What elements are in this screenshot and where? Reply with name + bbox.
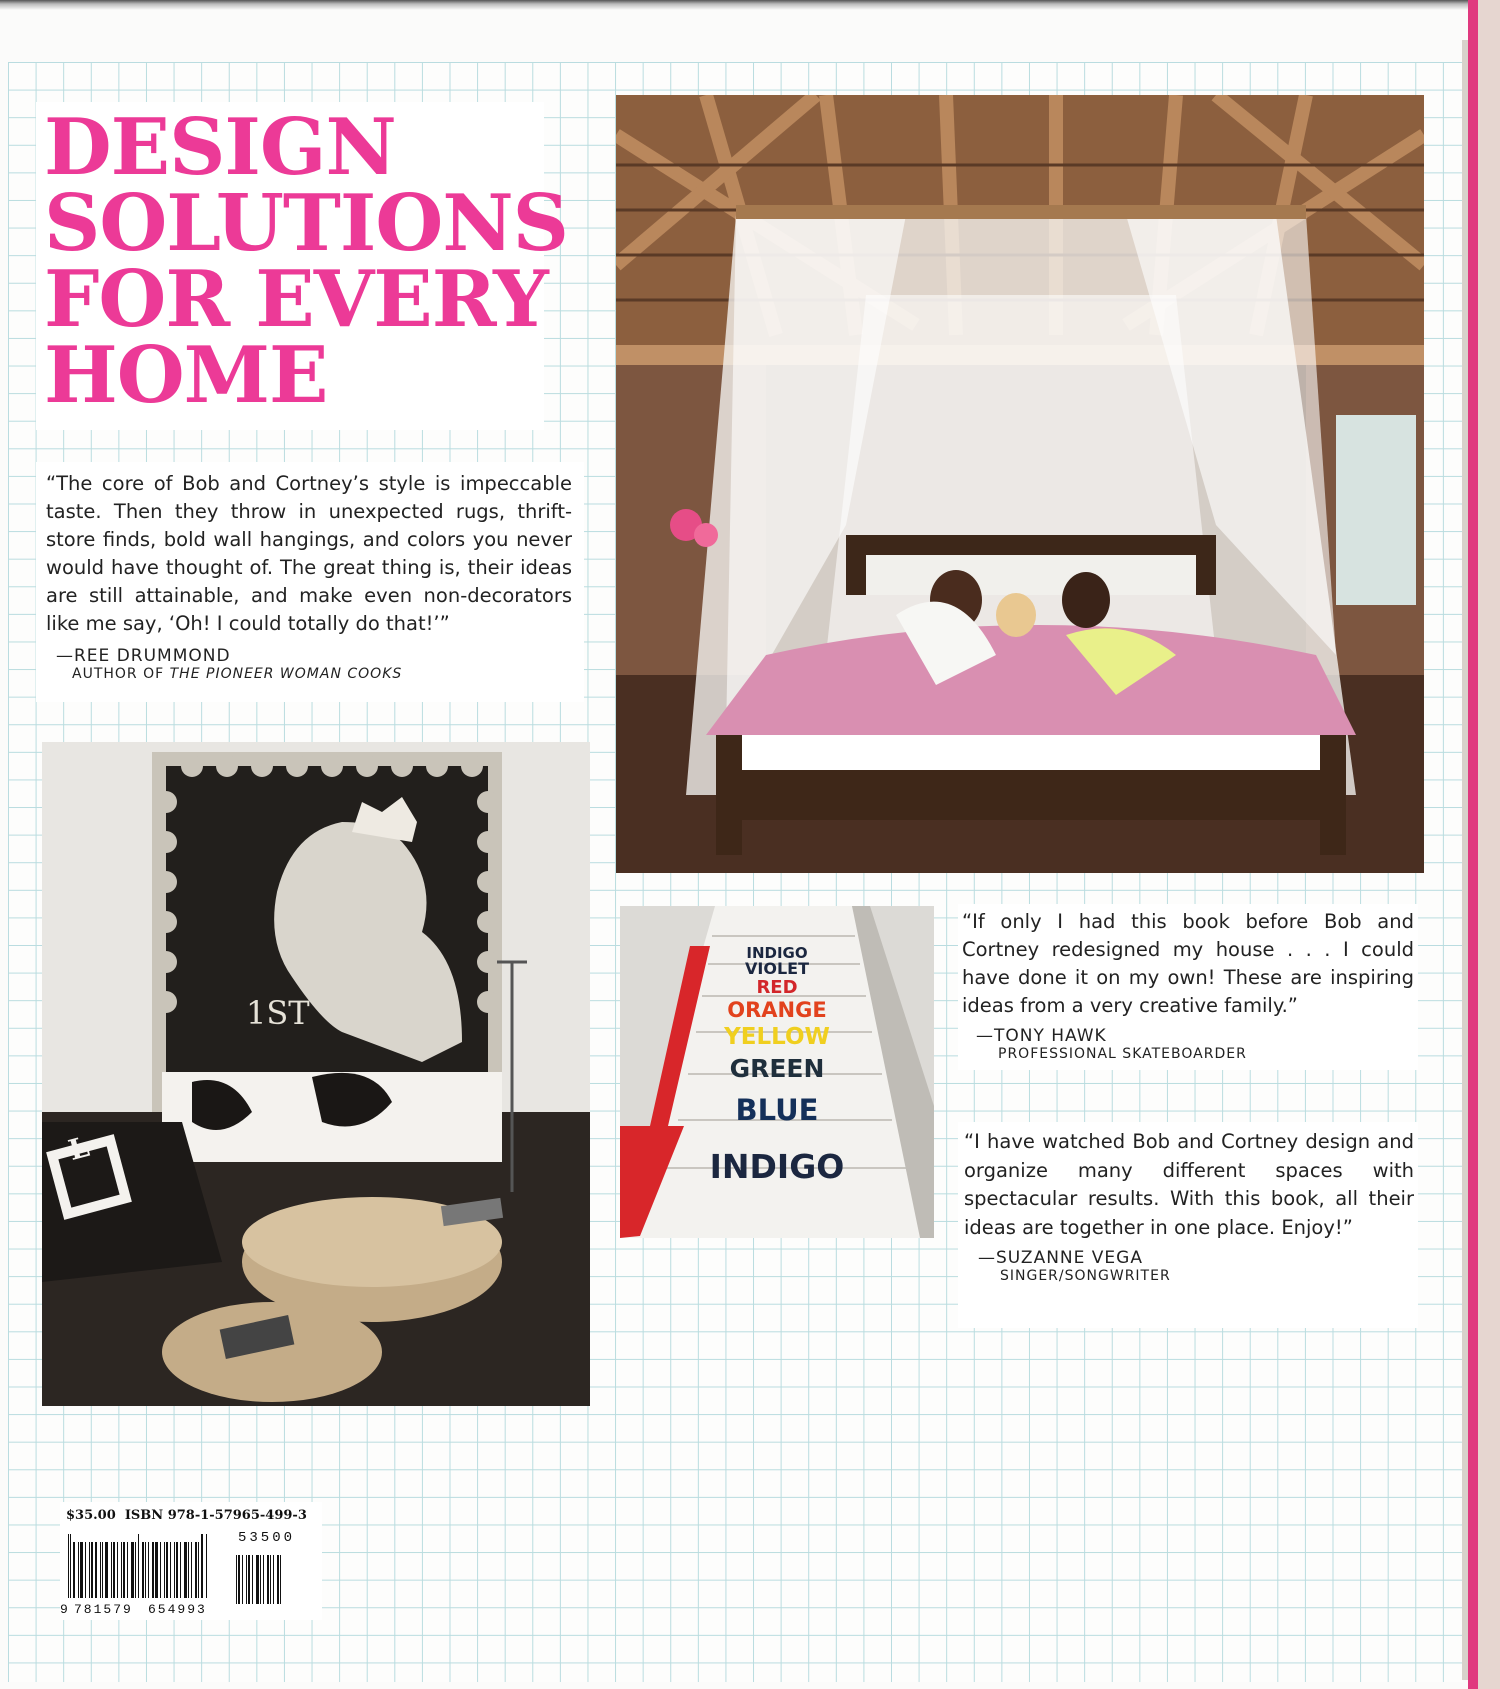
barcode-number-tail: 654993 bbox=[148, 1602, 207, 1617]
scan-top-edge bbox=[0, 0, 1500, 10]
quote-author: —SUZANNE VEGA bbox=[978, 1248, 1143, 1268]
quote-text: “The core of Bob and Cortney’s style is impeccable taste. Then they throw in unexpected rugs, thrift-store finds, bold wall hangings, and colors you never would have thought of. The great thing is, their ideas are still attainable, and make even non-decorators like me say, ‘Oh! I could totally do that!’” bbox=[46, 472, 572, 635]
barcode-bar bbox=[280, 1555, 281, 1604]
supplement-barcode bbox=[236, 1548, 283, 1604]
barcode-header bbox=[66, 1508, 307, 1523]
quote-author-role: PROFESSIONAL SKATEBOARDER bbox=[998, 1046, 1247, 1062]
bedroom-illustration bbox=[616, 95, 1424, 873]
barcode-bar bbox=[242, 1555, 243, 1604]
pillow-letter: L bbox=[65, 1130, 93, 1167]
barcode-bar bbox=[270, 1555, 271, 1604]
isbn-label: ISBN 978-1-57965-499-3 bbox=[124, 1508, 307, 1523]
barcode-panel bbox=[60, 1502, 322, 1620]
barcode-bar bbox=[148, 1542, 149, 1598]
headline-line: FOR EVERY bbox=[44, 254, 548, 345]
barcode-number-prefix: 9 bbox=[60, 1602, 68, 1617]
supplement-number: 53500 bbox=[238, 1530, 296, 1546]
quote-author: —REE DRUMMOND bbox=[56, 646, 231, 666]
barcode-bar bbox=[160, 1542, 161, 1598]
stair-word-yellow: YELLOW bbox=[724, 1024, 830, 1050]
barcode-bar bbox=[73, 1542, 75, 1598]
headline-line: DESIGN bbox=[44, 102, 396, 193]
book-title: THE PIONEER WOMAN COOKS bbox=[169, 666, 403, 682]
barcode-bar bbox=[248, 1555, 250, 1604]
barcode-bar bbox=[195, 1542, 197, 1598]
barcode-bar bbox=[246, 1555, 247, 1604]
rainbow-stairs-photo bbox=[620, 906, 934, 1238]
barcode-bar bbox=[121, 1542, 122, 1598]
barcode-bar bbox=[191, 1542, 192, 1598]
stair-word-green: GREEN bbox=[729, 1054, 825, 1083]
barcode-bar bbox=[78, 1542, 79, 1598]
barcode-bar bbox=[142, 1542, 144, 1598]
living-room-stamp-photo bbox=[42, 742, 590, 1406]
stair-word-indigo-top: INDIGO bbox=[746, 944, 808, 962]
barcode-bar bbox=[91, 1542, 93, 1598]
barcode-bar bbox=[152, 1542, 154, 1598]
barcode-bar bbox=[95, 1542, 97, 1598]
barcode-bar bbox=[100, 1542, 101, 1598]
barcode-bar bbox=[263, 1555, 264, 1604]
barcode-bar bbox=[267, 1555, 269, 1604]
quote-text: “If only I had this book before Bob and Cortney redesigned my house . . . I could have done it on my own! These are inspiring ideas from a very creative family.” bbox=[962, 910, 1414, 1017]
pink-edge-stripe bbox=[1468, 0, 1478, 1689]
stair-word-blue: BLUE bbox=[735, 1093, 819, 1127]
barcode-bar bbox=[138, 1534, 139, 1598]
barcode-bar bbox=[89, 1542, 90, 1598]
quote-author-role: SINGER/SONGWRITER bbox=[1000, 1268, 1171, 1284]
quote-ree-drummond bbox=[46, 470, 572, 682]
barcode-bar bbox=[70, 1534, 71, 1598]
barcode-bar bbox=[113, 1542, 115, 1598]
barcode-bar bbox=[273, 1555, 274, 1604]
quote-suzanne-vega bbox=[964, 1128, 1414, 1284]
barcode-number-main: 781579 bbox=[74, 1602, 133, 1617]
barcode-bar bbox=[117, 1542, 118, 1598]
barcode-bar bbox=[85, 1542, 86, 1598]
barcode-bar bbox=[105, 1542, 108, 1598]
isbn-barcode bbox=[68, 1534, 208, 1598]
headline-line: HOME bbox=[44, 330, 328, 421]
barcode-bar bbox=[252, 1555, 253, 1604]
barcode-bar bbox=[166, 1542, 168, 1598]
barcode-bar bbox=[164, 1542, 165, 1598]
barcode-bar bbox=[80, 1542, 83, 1598]
barcode-bar bbox=[206, 1534, 207, 1598]
barcode-bar bbox=[127, 1542, 128, 1598]
quote-tony-hawk bbox=[962, 908, 1414, 1062]
cover-headline bbox=[44, 102, 568, 421]
barcode-bar bbox=[184, 1542, 187, 1598]
barcode-bar bbox=[170, 1542, 171, 1598]
barcode-bar bbox=[260, 1555, 261, 1604]
barcode-bar bbox=[131, 1542, 134, 1598]
barcode-bar bbox=[198, 1542, 199, 1598]
barcode-bar bbox=[145, 1542, 146, 1598]
barcode-bar bbox=[102, 1542, 103, 1598]
stair-word-indigo-bottom: INDIGO bbox=[709, 1147, 845, 1186]
barcode-bar bbox=[111, 1542, 112, 1598]
barcode-bar bbox=[135, 1542, 136, 1598]
stamp-label: 1ST bbox=[246, 994, 310, 1032]
stair-word-violet: VIOLET bbox=[745, 959, 809, 978]
barcode-bar bbox=[238, 1555, 240, 1604]
barcode-bar bbox=[201, 1534, 203, 1598]
barcode-bar bbox=[180, 1542, 181, 1598]
stair-word-orange: ORANGE bbox=[727, 998, 827, 1022]
barcode-bar bbox=[236, 1555, 237, 1604]
barcode-bar bbox=[277, 1555, 279, 1604]
living-room-illustration bbox=[42, 742, 590, 1406]
barcode-bar bbox=[256, 1555, 259, 1604]
price-label: $35.00 bbox=[66, 1508, 116, 1523]
barcode-bar bbox=[176, 1542, 178, 1598]
barcode-bar bbox=[68, 1534, 69, 1598]
headline-line: SOLUTIONS bbox=[44, 178, 568, 269]
barcode-bar bbox=[174, 1542, 175, 1598]
role-prefix: AUTHOR OF bbox=[72, 666, 170, 682]
bedroom-canopy-photo bbox=[616, 95, 1424, 873]
quote-author: —TONY HAWK bbox=[976, 1026, 1107, 1046]
quote-text: “I have watched Bob and Cortney design and organize many different spaces with spectacular results. With this book, all their ideas are together in one place. Enjoy!” bbox=[964, 1130, 1414, 1239]
stair-word-red: RED bbox=[756, 977, 798, 998]
barcode-bar bbox=[155, 1542, 158, 1598]
barcode-bar bbox=[188, 1542, 189, 1598]
quote-author-role bbox=[46, 666, 572, 682]
barcode-bar bbox=[123, 1542, 125, 1598]
